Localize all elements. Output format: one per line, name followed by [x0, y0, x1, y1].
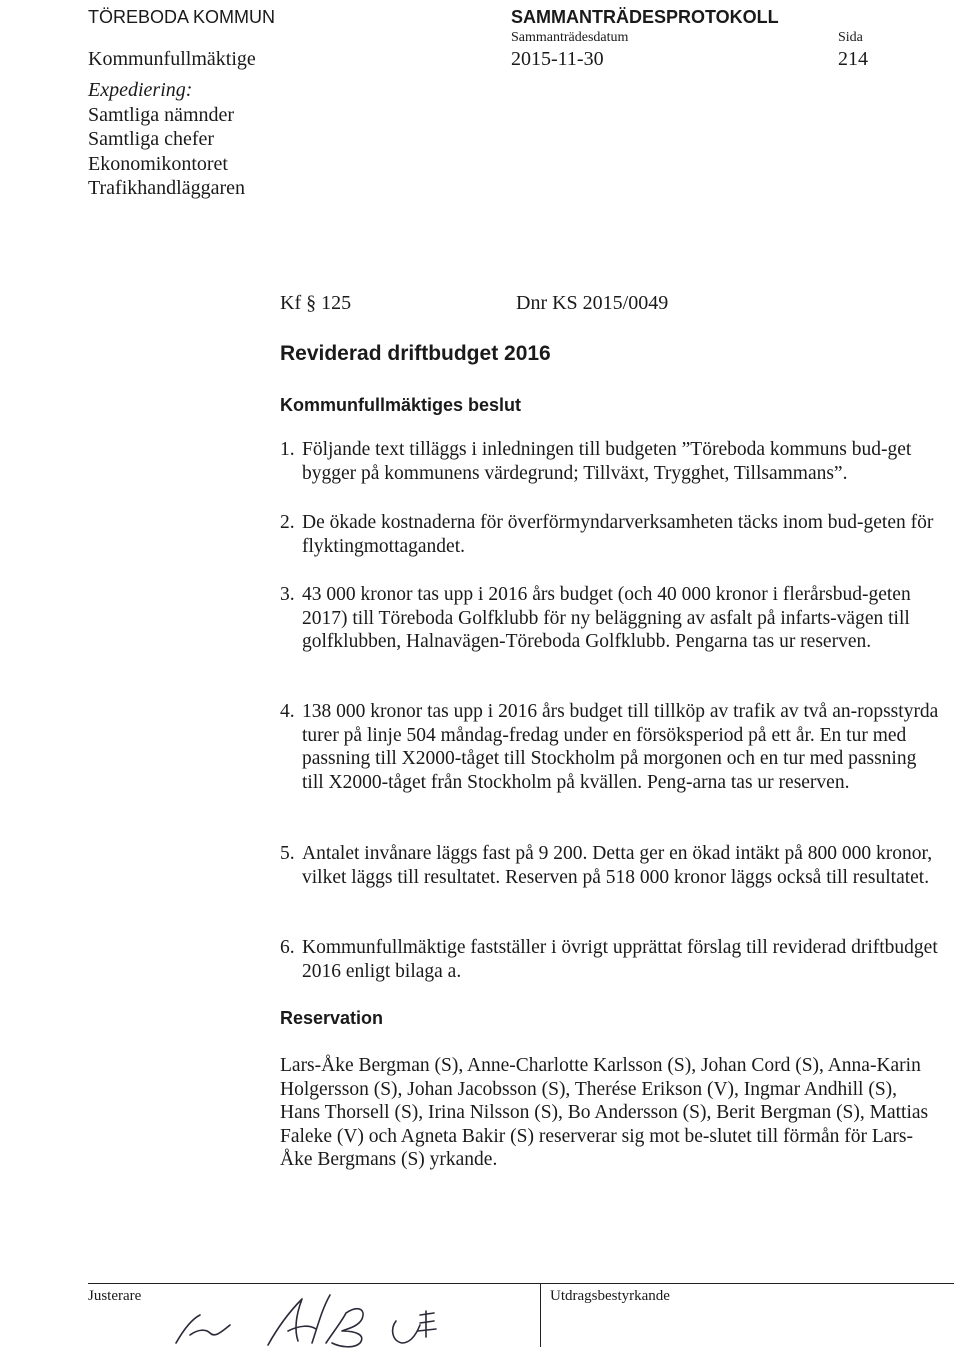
decision-text: 43 000 kronor tas upp i 2016 års budget (och 40 000 kronor i flerårsbud-geten 2017) till Töreboda Golfklubb för ny beläggning av asfalt på infarts-vägen till golfklubben, Halnavägen-Töreboda Golfklubb. Pengarna tas ur reserven. — [302, 584, 911, 653]
decision-text: De ökade kostnaderna för överförmyndarverksamheten täcks inom bud-geten för flyktingmottagandet. — [302, 512, 934, 557]
decision-item — [280, 842, 940, 889]
decision-item — [280, 583, 940, 654]
decision-number: 5. — [280, 843, 295, 864]
handwritten-signatures — [170, 1285, 470, 1353]
distribution-recipient: Trafikhandläggaren — [88, 177, 245, 199]
distribution-recipient: Ekonomikontoret — [88, 152, 228, 175]
decision-text: 138 000 kronor tas upp i 2016 års budget till tillköp av trafik av två an-ropsstyrda turer på linje 504 måndag-fredag under en försöksperiod på ett år. En tur med passning till X2000-tåget till Stockholm på morgonen och en tur med passning till X2000-tåget från Stockholm på kvällen. Peng-arna tas ur reserven. — [302, 701, 939, 793]
decision-number: 4. — [280, 701, 295, 722]
decision-text: Följande text tilläggs i inledningen till budgeten ”Töreboda kommuns bud-get bygger på kommunens värdegrund; Tillväxt, Trygghet, Tillsammans”. — [302, 439, 912, 484]
decision-number: 6. — [280, 937, 295, 958]
distribution-recipient: Samtliga nämnder — [88, 103, 235, 126]
decision-item — [280, 438, 940, 485]
signature-stroke — [268, 1295, 363, 1347]
decision-number: 2. — [280, 512, 295, 533]
decision-item — [280, 936, 940, 983]
body-name: Kommunfullmäktige — [88, 48, 256, 70]
organization-name: TÖREBODA KOMMUN — [88, 7, 276, 27]
meeting-date-value: 2015-11-30 — [511, 48, 604, 70]
reservation-text: Lars-Åke Bergman (S), Anne-Charlotte Karlsson (S), Johan Cord (S), Anna-Karin Holgersson (S), Johan Jacobsson (S), Therése Erikson (V), Ingmar Andhill (S), Hans Thorsell (S), Irina Nilsson (S), Bo Andersson (S), Berit Bergman (S), Mattias Faleke (V) och Agneta Bakir (S) reserverar sig mot be-slutet till förmån för Lars-Åke Bergmans (S) yrkande. — [280, 1055, 929, 1171]
decision-number: 3. — [280, 584, 295, 605]
decision-text: Antalet invånare läggs fast på 9 200. Detta ger en ökad intäkt på 800 000 kronor, vilket läggs till resultatet. Reserven på 518 000 kronor läggs också till resultatet. — [302, 843, 933, 888]
decision-item — [280, 511, 940, 558]
page-label: Sida — [838, 30, 863, 45]
paragraph-number: Kf § 125 — [280, 292, 352, 314]
justerare-label: Justerare — [88, 1288, 142, 1304]
footer-divider — [540, 1283, 541, 1347]
reservation-heading: Reservation — [280, 1008, 384, 1028]
decision-item — [280, 700, 940, 794]
meeting-date-label: Sammanträdesdatum — [511, 30, 629, 45]
distribution-label: Expediering: — [88, 79, 193, 101]
signature-stroke — [393, 1311, 436, 1343]
page-number: 214 — [838, 48, 868, 70]
footer-rule — [88, 1283, 954, 1284]
case-number: Dnr KS 2015/0049 — [516, 292, 669, 314]
decision-number: 1. — [280, 439, 295, 460]
distribution-list — [88, 78, 245, 201]
protocol-title: SAMMANTRÄDESPROTOKOLL — [511, 7, 779, 27]
signature-stroke — [176, 1315, 230, 1343]
document-title: Reviderad driftbudget 2016 — [280, 342, 551, 365]
utdrag-label: Utdragsbestyrkande — [550, 1288, 670, 1304]
decision-heading: Kommunfullmäktiges beslut — [280, 395, 522, 415]
distribution-recipient: Samtliga chefer — [88, 128, 215, 150]
decision-text: Kommunfullmäktige fastställer i övrigt upprättat förslag till reviderad driftbudget 2016 enligt bilaga a. — [302, 937, 938, 982]
